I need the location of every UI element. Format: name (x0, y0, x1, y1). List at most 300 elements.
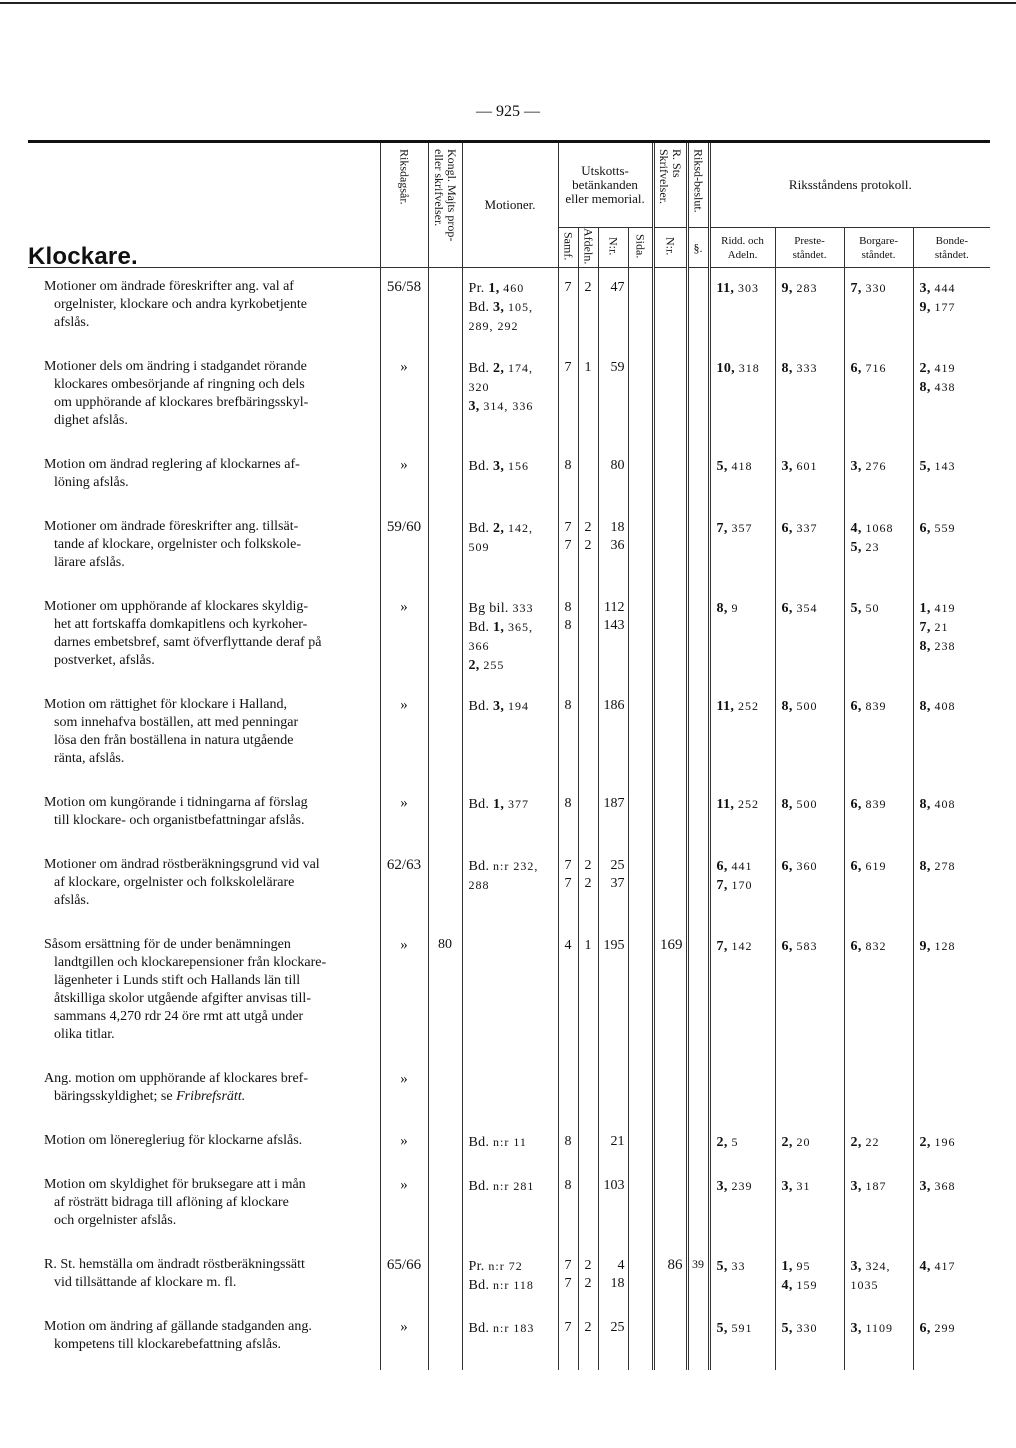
committee-sida (628, 508, 653, 588)
protocol-preste-line (782, 937, 840, 956)
entry-description (28, 1246, 380, 1308)
committee-nr-value: 25 (610, 1320, 625, 1336)
motion-ref-line (469, 697, 554, 716)
committee-sida (628, 686, 653, 784)
description-line: Såsom ersättning för de under benämningen (44, 937, 291, 953)
committee-afdeln (578, 784, 598, 846)
entry-description (28, 588, 380, 686)
protocol-page: 408 (934, 699, 956, 714)
motion-ref-page: n:r 11 (493, 1135, 527, 1150)
motion-ref-line (469, 1133, 554, 1152)
riksdag-year: » (380, 1122, 428, 1166)
protocol-ridd-adeln-line (717, 279, 771, 298)
motion-ref-line (469, 317, 554, 336)
protocol-volume: 8, (919, 699, 935, 715)
protocol-volume: 3, (919, 1179, 935, 1195)
riksdag-skrifvelse-nr: 169 (653, 926, 687, 1060)
protocol-volume: 9, (781, 281, 797, 297)
motion-ref-line (469, 397, 554, 416)
committee-afdeln-value: 2 (584, 1258, 592, 1274)
motion-reference (462, 1166, 558, 1246)
committee-samf-value: 7 (564, 858, 572, 874)
committee-samf-value: 4 (564, 938, 572, 954)
description-line: Motion om kungörande i tidningarna af förslag (44, 795, 308, 811)
description-line: tande af klockare, orgelnister och folkskole- (54, 537, 301, 553)
kongl-proposition (428, 508, 462, 588)
committee-afdeln (578, 446, 598, 508)
committee-nr-value: 37 (610, 876, 625, 892)
protocol-borgare (844, 348, 913, 446)
motion-ref-line (469, 857, 554, 876)
protocol-preste (775, 784, 844, 846)
protocol-borgare (844, 784, 913, 846)
protocol-preste-line (782, 795, 840, 814)
protocol-ridd-adeln-line (717, 1133, 771, 1152)
protocol-volume: 8, (781, 699, 797, 715)
kongl-proposition (428, 446, 462, 508)
riksdag-skrifvelse-nr (653, 348, 687, 446)
riksdag-beslut-paragraph (687, 1060, 709, 1122)
riksdag-skrifvelse-nr (653, 268, 687, 349)
protocol-volume: 5, (919, 459, 935, 475)
motion-ref-type: Bd. (468, 859, 494, 875)
protocol-page: 128 (934, 939, 956, 954)
protocol-page: 21 (934, 620, 949, 635)
protocol-volume: 4, (850, 521, 866, 537)
protocol-volume: 3, (919, 281, 935, 297)
motion-ref-page: 142, (507, 521, 533, 536)
description-line: bäringsskyldighet; se Fribrefsrätt. (54, 1089, 246, 1105)
motion-ref-line (469, 637, 554, 656)
protocol-bonde (913, 784, 990, 846)
protocol-page: 337 (796, 521, 818, 536)
protocol-ridd-adeln (709, 1308, 775, 1370)
motion-reference (462, 348, 558, 446)
table-row (28, 1122, 990, 1166)
protocol-volume: 3, (781, 459, 797, 475)
protocol-page: 419 (934, 361, 956, 376)
motion-reference (462, 446, 558, 508)
committee-nr-value: 59 (610, 360, 625, 376)
table-row (28, 268, 990, 349)
committee-afdeln-value: 2 (584, 538, 592, 554)
protocol-page: 1068 (865, 521, 894, 536)
protocol-page: 20 (796, 1135, 811, 1150)
motion-ref-line (469, 538, 554, 557)
committee-sida (628, 784, 653, 846)
protocol-borgare (844, 1308, 913, 1370)
protocol-bonde (913, 446, 990, 508)
description-line: olika titlar. (54, 1027, 115, 1043)
protocol-bonde (913, 1308, 990, 1370)
protocol-volume: 6, (850, 361, 866, 377)
protocol-volume: 6, (850, 797, 866, 813)
committee-nr (598, 348, 628, 446)
protocol-bonde-line (920, 697, 987, 716)
section-title: Klockare. (28, 243, 138, 271)
entry-description (28, 1166, 380, 1246)
motion-ref-line (469, 519, 554, 538)
protocol-preste-line (782, 279, 840, 298)
committee-afdeln (578, 588, 598, 686)
motion-ref-type: Bd. (468, 797, 494, 813)
entry-description (28, 348, 380, 446)
motion-ref-page: 320 (468, 380, 490, 395)
committee-samf-value: 8 (564, 458, 572, 474)
riksdag-year: » (380, 446, 428, 508)
protocol-ridd-adeln (709, 588, 775, 686)
protocol-volume: 5, (716, 1259, 732, 1275)
motion-ref-line (469, 359, 554, 378)
committee-nr (598, 1060, 628, 1122)
kongl-proposition (428, 846, 462, 926)
protocol-page: 142 (731, 939, 753, 954)
riksdag-year: » (380, 926, 428, 1060)
description-line: och orgelnister afslås. (54, 1213, 177, 1229)
description-line: landtgillen och klockarepensioner från klockare- (54, 955, 327, 971)
protocol-bonde-line (920, 1177, 987, 1196)
protocol-bonde (913, 348, 990, 446)
protocol-page: 330 (865, 281, 887, 296)
committee-nr (598, 926, 628, 1060)
protocol-volume: 6, (919, 1321, 935, 1337)
committee-samf (558, 846, 578, 926)
protocol-volume: 4, (919, 1259, 935, 1275)
protocol-volume: 6, (781, 939, 797, 955)
committee-afdeln (578, 348, 598, 446)
committee-afdeln (578, 1308, 598, 1370)
protocol-volume: 8, (919, 797, 935, 813)
protocol-bonde-line (920, 1133, 987, 1152)
protocol-preste-line (782, 857, 840, 876)
protocol-ridd-adeln-line (717, 1177, 771, 1196)
riksdag-year: » (380, 348, 428, 446)
protocol-volume: 2, (919, 1135, 935, 1151)
motion-ref-volume: 1, (488, 281, 504, 297)
header-utskott-nr: N:r. (598, 228, 628, 268)
entry-description (28, 1122, 380, 1166)
motion-ref-volume: 3, (468, 399, 484, 415)
header-utskott: Utskotts- betänkanden eller memorial. (558, 143, 653, 228)
protocol-page: 239 (731, 1179, 753, 1194)
riksdag-year: » (380, 784, 428, 846)
description-line: darnes embetsbref, samt öfverflyttande deraf på (54, 635, 322, 651)
protocol-volume: 7, (716, 939, 732, 955)
motion-ref-page: 333 (512, 601, 534, 616)
protocol-ridd-adeln (709, 1246, 775, 1308)
protocol-borgare (844, 926, 913, 1060)
motion-ref-volume: 2, (468, 658, 484, 674)
committee-afdeln (578, 1246, 598, 1308)
protocol-volume: 5, (716, 1321, 732, 1337)
protocol-page: 333 (796, 361, 818, 376)
committee-samf-value: 8 (564, 600, 572, 616)
motion-ref-line (469, 599, 554, 618)
table-row (28, 1166, 990, 1246)
description-line: Ang. motion om upphörande af klockares bref- (44, 1071, 308, 1087)
protocol-page: 238 (934, 639, 956, 654)
protocol-volume: 6, (781, 601, 797, 617)
description-line: lösa den från boställena in natura utgående (54, 733, 294, 749)
riksdag-skrifvelse-nr (653, 1122, 687, 1166)
committee-afdeln (578, 1166, 598, 1246)
committee-nr-value: 143 (603, 618, 625, 634)
protocol-bonde (913, 686, 990, 784)
motion-ref-page: n:r 72 (488, 1259, 523, 1274)
protocol-volume: 6, (919, 521, 935, 537)
committee-nr-value: 18 (610, 1276, 625, 1292)
riksdag-skrifvelse-nr (653, 446, 687, 508)
motion-reference (462, 1246, 558, 1308)
motion-ref-page: 105, (507, 300, 533, 315)
protocol-volume: 1, (919, 601, 935, 617)
protocol-volume: 11, (716, 281, 738, 297)
committee-samf (558, 784, 578, 846)
header-riksd-beslut: Riksd-beslut. (687, 143, 709, 228)
motion-ref-type: Bd. (468, 521, 494, 537)
motion-ref-line (469, 1319, 554, 1338)
riksdag-beslut-paragraph (687, 268, 709, 349)
riksdag-year: » (380, 1060, 428, 1122)
riksdag-beslut-paragraph (687, 1166, 709, 1246)
protocol-preste-line (782, 1257, 840, 1276)
table-row (28, 508, 990, 588)
riksdag-beslut-paragraph (687, 588, 709, 686)
protocol-bonde (913, 1060, 990, 1122)
header-borgare: Borgare- ståndet. (844, 228, 913, 268)
committee-sida (628, 348, 653, 446)
top-border-line (0, 2, 1016, 4)
index-table-frame (28, 140, 990, 1370)
protocol-page: 839 (865, 699, 887, 714)
klockare-index-table (28, 143, 990, 1370)
description-line: orgelnister, klockare och andra kyrkobetjente (54, 297, 308, 313)
description-line: afslås. (54, 315, 90, 331)
protocol-borgare (844, 1246, 913, 1308)
protocol-bonde (913, 588, 990, 686)
motion-reference (462, 926, 558, 1060)
table-row (28, 926, 990, 1060)
protocol-bonde-line (920, 378, 987, 397)
description-line: till klockare- och organistbefattningar afslås. (54, 813, 305, 829)
protocol-preste (775, 268, 844, 349)
committee-samf (558, 588, 578, 686)
entry-description (28, 926, 380, 1060)
committee-afdeln-value: 2 (584, 858, 592, 874)
description-line: Motion om rättighet för klockare i Halland, (44, 697, 287, 713)
protocol-ridd-adeln (709, 508, 775, 588)
description-line: vid tillsättande af klockare m. fl. (54, 1275, 237, 1291)
motion-ref-page: 156 (507, 459, 529, 474)
riksdag-beslut-paragraph (687, 784, 709, 846)
committee-nr (598, 1308, 628, 1370)
entry-description (28, 846, 380, 926)
protocol-volume: 4, (781, 1278, 797, 1294)
riksdag-skrifvelse-nr: 86 (653, 1246, 687, 1308)
motion-ref-page: 509 (468, 540, 490, 555)
committee-nr (598, 446, 628, 508)
protocol-page: 23 (865, 540, 880, 555)
kongl-proposition (428, 1166, 462, 1246)
committee-sida (628, 446, 653, 508)
protocol-page: 559 (934, 521, 956, 536)
riksdag-skrifvelse-nr (653, 1308, 687, 1370)
protocol-page: 278 (934, 859, 956, 874)
riksdag-year: » (380, 1308, 428, 1370)
committee-sida (628, 1166, 653, 1246)
committee-samf (558, 1166, 578, 1246)
header-ridd-adeln: Ridd. och Adeln. (709, 228, 775, 268)
protocol-volume: 5, (781, 1321, 797, 1337)
motion-reference (462, 1308, 558, 1370)
kongl-proposition (428, 1308, 462, 1370)
kongl-proposition (428, 588, 462, 686)
motion-ref-page: 255 (483, 658, 505, 673)
motion-ref-page: 460 (503, 281, 525, 296)
description-line: som innehafva boställen, att med penningar (54, 715, 299, 731)
motion-ref-line (469, 795, 554, 814)
protocol-borgare (844, 686, 913, 784)
protocol-ridd-adeln-line (717, 457, 771, 476)
committee-samf-value: 7 (564, 360, 572, 376)
motion-ref-volume: 3, (493, 459, 508, 475)
protocol-page: 170 (731, 878, 753, 893)
committee-samf (558, 1060, 578, 1122)
protocol-borgare-line (851, 1319, 909, 1338)
protocol-ridd-adeln (709, 268, 775, 349)
protocol-page: 299 (934, 1321, 956, 1336)
motion-ref-volume: 3, (493, 300, 508, 316)
cross-reference: Fribrefsrätt. (176, 1089, 246, 1105)
riksdag-beslut-paragraph (687, 446, 709, 508)
committee-samf (558, 1122, 578, 1166)
protocol-volume: 5, (716, 459, 732, 475)
protocol-bonde (913, 1166, 990, 1246)
protocol-page: 591 (731, 1321, 753, 1336)
protocol-page: 187 (865, 1179, 887, 1194)
header-row (28, 143, 990, 228)
committee-afdeln (578, 686, 598, 784)
committee-sida (628, 1308, 653, 1370)
protocol-bonde (913, 508, 990, 588)
motion-ref-type: Bd. (468, 1278, 494, 1294)
motion-ref-line (469, 876, 554, 895)
protocol-page: 283 (796, 281, 818, 296)
table-row (28, 846, 990, 926)
committee-nr (598, 846, 628, 926)
protocol-volume: 6, (781, 521, 797, 537)
kongl-proposition (428, 268, 462, 349)
committee-sida (628, 1122, 653, 1166)
committee-samf-value: 7 (564, 1276, 572, 1292)
section-title-cell (28, 143, 380, 271)
protocol-preste-line (782, 1177, 840, 1196)
motion-ref-type: Bd. (468, 1135, 494, 1151)
protocol-volume: 7, (850, 281, 866, 297)
protocol-preste-line (782, 697, 840, 716)
protocol-page: 5 (731, 1135, 739, 1150)
protocol-bonde-line (920, 857, 987, 876)
description-line: postverket, afslås. (54, 653, 155, 669)
committee-nr (598, 1166, 628, 1246)
protocol-page: 839 (865, 797, 887, 812)
protocol-page: 95 (796, 1259, 811, 1274)
header-riksstandens-protokoll: Riksståndens protokoll. (709, 143, 990, 228)
header-riksd-paragraph: §. (687, 228, 709, 268)
committee-samf (558, 686, 578, 784)
protocol-borgare-line (851, 1257, 909, 1276)
protocol-borgare-line (851, 1133, 909, 1152)
entry-description (28, 1060, 380, 1122)
protocol-page: 832 (865, 939, 887, 954)
riksdag-skrifvelse-nr (653, 1060, 687, 1122)
protocol-borgare-line (851, 1276, 909, 1295)
table-row (28, 686, 990, 784)
header-rsts-nr: N:r. (653, 228, 687, 268)
description-line: sammans 4,270 rdr 24 öre rmt att utgå under (54, 1009, 304, 1025)
description-line: Motion om ändrad reglering af klockarnes af- (44, 457, 300, 473)
protocol-bonde-line (920, 795, 987, 814)
table-row (28, 348, 990, 446)
protocol-borgare (844, 268, 913, 349)
protocol-page: 444 (934, 281, 956, 296)
protocol-ridd-adeln-line (717, 359, 771, 378)
protocol-bonde-line (920, 599, 987, 618)
description-line: Motioner dels om ändring i stadgandet rörande (44, 359, 307, 375)
committee-samf-value: 8 (564, 1178, 572, 1194)
riksdag-skrifvelse-nr (653, 508, 687, 588)
motion-ref-volume: 1, (493, 797, 508, 813)
motion-reference (462, 508, 558, 588)
description-line: Motioner om ändrade föreskrifter ang. val af (44, 279, 294, 295)
description-line: Motion om skyldighet för bruksegare att i mån (44, 1177, 306, 1193)
kongl-proposition (428, 1122, 462, 1166)
motion-ref-type: Bd. (468, 699, 494, 715)
page-number: — 925 — (476, 103, 540, 120)
protocol-page: 408 (934, 797, 956, 812)
protocol-borgare (844, 1122, 913, 1166)
motion-reference (462, 1060, 558, 1122)
motion-ref-line (469, 1257, 554, 1276)
motion-ref-line (469, 457, 554, 476)
protocol-borgare (844, 446, 913, 508)
entry-description (28, 784, 380, 846)
header-riksdagsar: Riksdagsår. (380, 143, 428, 268)
protocol-preste (775, 1122, 844, 1166)
protocol-ridd-adeln (709, 446, 775, 508)
protocol-volume: 5, (850, 540, 866, 556)
riksdag-beslut-paragraph (687, 926, 709, 1060)
protocol-page: 500 (796, 699, 818, 714)
description-line: af rösträtt bidraga till aflöning af klockare (54, 1195, 289, 1211)
protocol-preste-line (782, 599, 840, 618)
protocol-ridd-adeln (709, 348, 775, 446)
protocol-volume: 7, (716, 878, 732, 894)
protocol-page: 22 (865, 1135, 880, 1150)
committee-afdeln-value: 2 (584, 280, 592, 296)
header-rsts: R. Sts Skrifvelser. (653, 143, 687, 228)
protocol-page: 196 (934, 1135, 956, 1150)
protocol-volume: 3, (781, 1179, 797, 1195)
protocol-volume: 2, (850, 1135, 866, 1151)
protocol-volume: 2, (919, 361, 935, 377)
committee-sida (628, 846, 653, 926)
committee-nr-value: 25 (610, 858, 625, 874)
motion-ref-page: n:r 232, (493, 859, 539, 874)
protocol-bonde-line (920, 519, 987, 538)
kongl-proposition (428, 784, 462, 846)
committee-afdeln-value: 1 (584, 938, 592, 954)
